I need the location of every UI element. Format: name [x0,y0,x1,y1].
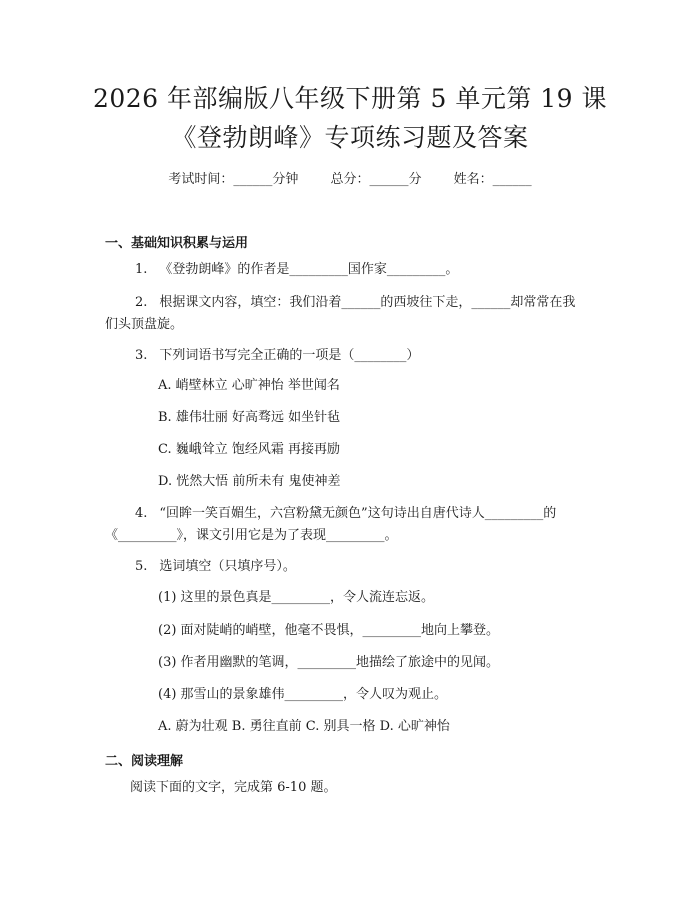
total-score-field: 总分：______分 [330,172,422,187]
question-number: 3. [135,348,148,363]
student-name-field: 姓名：______ [453,172,532,187]
question-number: 5. [135,559,148,574]
question-5-item-3: (3) 作者用幽默的笔调，_________地描绘了旅途中的见闻。 [158,655,500,670]
section-heading-reading: 二、阅读理解 [105,754,184,769]
question-5 [135,558,296,576]
question-5-item-4: (4) 那雪山的景象雄伟_________，令人叹为观止。 [158,687,448,702]
question-2 [135,294,575,312]
question-3-option-a: A. 峭壁林立 心旷神怡 举世闻名 [158,378,340,393]
question-text: 选词填空（只填序号）。 [159,559,296,574]
document-title-line-2: 《登勃朗峰》专项练习题及答案 [171,123,529,152]
exam-meta [0,168,700,187]
question-5-item-1: (1) 这里的景色真是_________，令人流连忘返。 [158,590,435,605]
question-3-option-d: D. 恍然大悟 前所未有 鬼使神差 [158,474,341,489]
question-5-item-2: (2) 面对陡峭的峭壁，他毫不畏惧，_________地向上攀登。 [158,623,500,638]
question-4-continuation: 《_________》，课文引用它是为了表现_________。 [105,528,398,543]
question-text: 《登勃朗峰》的作者是_________国作家_________。 [159,262,459,277]
section-heading-basic-knowledge: 一、基础知识积累与运用 [105,236,249,251]
question-number: 4. [135,506,148,521]
question-1 [135,261,458,279]
question-number: 1. [135,262,148,277]
question-3-option-b: B. 雄伟壮丽 好高骛远 如坐针毡 [158,410,341,425]
question-text: 下列词语书写完全正确的一项是（________） [159,348,420,363]
question-3 [135,347,419,365]
exam-time-field: 考试时间：______分钟 [168,172,299,187]
document-title-line-1: 2026 年部编版八年级下册第 5 单元第 19 课 [92,84,608,113]
question-5-choices: A. 蔚为壮观 B. 勇往直前 C. 别具一格 D. 心旷神怡 [158,719,450,734]
question-2-continuation: 们头顶盘旋。 [105,317,184,332]
question-number: 2. [135,295,148,310]
question-3-option-c: C. 巍峨耸立 饱经风霜 再接再励 [158,442,341,457]
reading-instructions: 阅读下面的文字，完成第 6-10 题。 [130,780,337,795]
question-4 [135,505,556,523]
question-text: “回眸一笑百媚生，六宫粉黛无颜色”这句诗出自唐代诗人_________的 [159,506,557,521]
question-text: 根据课文内容，填空：我们沿着______的西坡往下走，______却常常在我 [159,295,576,310]
